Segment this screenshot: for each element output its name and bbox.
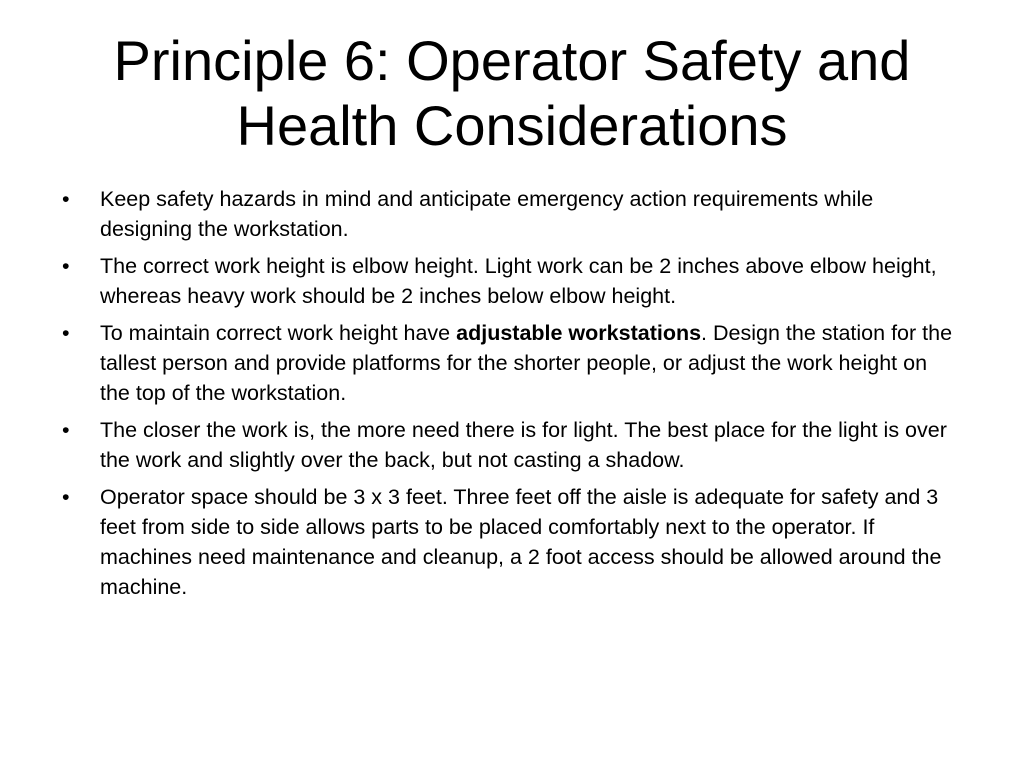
bullet-marker: • [62, 254, 70, 278]
bullet-marker: • [62, 187, 70, 211]
bullet-item-3 [62, 318, 962, 408]
bullet-text-3-bold: adjustable workstations [456, 321, 702, 345]
bullet-text-3-before: To maintain correct work height have [100, 321, 457, 345]
bullet-item-4 [62, 415, 962, 475]
bullet-list [62, 184, 962, 609]
bullet-text-4: The closer the work is, the more need there is for light. The best place for the light is over the work and slightly over the back, but not casting a shadow. [100, 418, 947, 472]
bullet-marker: • [62, 321, 70, 345]
bullet-item-1 [62, 184, 962, 244]
bullet-item-5 [62, 482, 962, 602]
bullet-text-2: The correct work height is elbow height. Light work can be 2 inches above elbow height, whereas heavy work should be 2 inches below elbow height. [100, 254, 937, 308]
bullet-text-3-after: . Design the station for the tallest person and provide platforms for the shorter people, or adjust the work height on the top of the workstation. [100, 321, 953, 405]
bullet-text-1: Keep safety hazards in mind and anticipate emergency action requirements while designing the workstation. [100, 187, 874, 241]
bullet-marker: • [62, 418, 70, 442]
bullet-item-2 [62, 251, 962, 311]
bullet-text-5: Operator space should be 3 x 3 feet. Three feet off the aisle is adequate for safety and 3 feet from side to side allows parts to be placed comfortably next to the operator. If machines need maintenance and cleanup, a 2 foot access should be allowed around the machine. [100, 485, 942, 599]
slide-title: Principle 6: Operator Safety and Health Considerations [113, 29, 911, 157]
bullet-marker: • [62, 485, 70, 509]
